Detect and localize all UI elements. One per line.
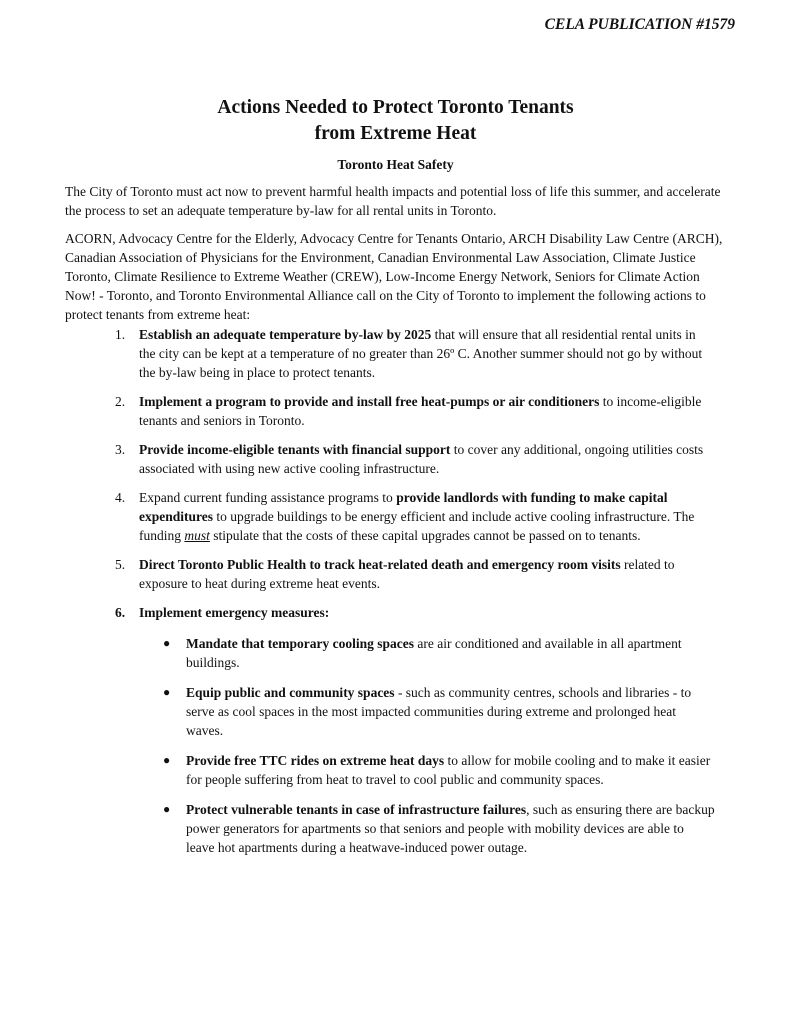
measure-item bbox=[139, 634, 715, 672]
measure-text: Provide free TTC rides on extreme heat days to allow for mobile cooling and to make it easier for people suffering from heat to travel to cool public and community spaces. bbox=[186, 753, 711, 787]
action-item bbox=[65, 440, 715, 478]
action-item bbox=[65, 325, 715, 382]
action-text: Implement a program to provide and install free heat-pumps or air conditioners to income-eligible tenants and seniors in Toronto. bbox=[139, 394, 702, 428]
intro-paragraph-1: The City of Toronto must act now to prevent harmful health impacts and potential loss of life this summer, and accelerate the process to set an adequate temperature by-law for all rental units in Toronto. bbox=[65, 184, 721, 218]
action-number: 4. bbox=[115, 490, 126, 505]
document-title bbox=[0, 95, 791, 147]
publication-number: CELA PUBLICATION #1579 bbox=[544, 16, 735, 33]
action-item-emergency bbox=[65, 603, 715, 857]
action-item bbox=[65, 555, 715, 593]
action-number: 2. bbox=[115, 394, 126, 409]
action-item bbox=[65, 488, 715, 545]
bullet-icon: ● bbox=[163, 753, 171, 767]
emergency-heading: Implement emergency measures: bbox=[139, 605, 330, 620]
action-number: 6. bbox=[115, 605, 126, 620]
intro-paragraph-2: ACORN, Advocacy Centre for the Elderly, Advocacy Centre for Tenants Ontario, ARCH Disability Law Centre (ARCH), Canadian Association of Physicians for the Environment, Canadian Environmental Law Association, Climate Justice Toronto, Climate Resilience to Extreme Weather (CREW), Low-Income Energy Network, Seniors for Climate Action Now! - Toronto, and Toronto Environmental Alliance call on the City of Toronto to implement the following actions to protect tenants from extreme heat: bbox=[65, 231, 723, 322]
emergency-measures-list bbox=[139, 634, 715, 857]
action-number: 5. bbox=[115, 557, 126, 572]
measure-text: Protect vulnerable tenants in case of infrastructure failures, such as ensuring there are backup power generators for apartments so that seniors and people with mobility devices are able to leave hot apartments during a heatwave-induced power outage. bbox=[186, 802, 715, 855]
action-text: Establish an adequate temperature by-law by 2025 that will ensure that all residential rental units in the city can be kept at a temperature of no greater than 26º C. Another summer should not go by without the by-law being in place to protect tenants. bbox=[139, 327, 703, 380]
bullet-icon: ● bbox=[163, 685, 171, 699]
measure-text: Equip public and community spaces - such as community centres, schools and libraries - to serve as cool spaces in the most impacted communities during extreme and prolonged heat waves. bbox=[186, 685, 692, 738]
measure-text: Mandate that temporary cooling spaces are air conditioned and available in all apartment buildings. bbox=[186, 636, 682, 670]
document-subtitle: Toronto Heat Safety bbox=[337, 157, 454, 172]
actions-list bbox=[65, 325, 715, 868]
action-text: Expand current funding assistance programs to provide landlords with funding to make capital expenditures to upgrade buildings to be energy efficient and include active cooling infrastructure. The funding must stipulate that the costs of these capital upgrades cannot be passed on to tenants. bbox=[139, 490, 695, 543]
title-line-2: from Extreme Heat bbox=[314, 123, 477, 144]
action-number: 3. bbox=[115, 442, 126, 457]
measure-item bbox=[139, 751, 715, 789]
action-number: 1. bbox=[115, 327, 126, 342]
bullet-icon: ● bbox=[163, 802, 171, 816]
title-line-1: Actions Needed to Protect Toronto Tenants bbox=[217, 97, 574, 118]
action-item bbox=[65, 392, 715, 430]
measure-item bbox=[139, 683, 715, 740]
action-text: Direct Toronto Public Health to track heat-related death and emergency room visits related to exposure to heat during extreme heat events. bbox=[139, 557, 675, 591]
bullet-icon: ● bbox=[163, 636, 171, 650]
action-text: Provide income-eligible tenants with financial support to cover any additional, ongoing utilities costs associated with using new active cooling infrastructure. bbox=[139, 442, 704, 476]
measure-item bbox=[139, 800, 715, 857]
